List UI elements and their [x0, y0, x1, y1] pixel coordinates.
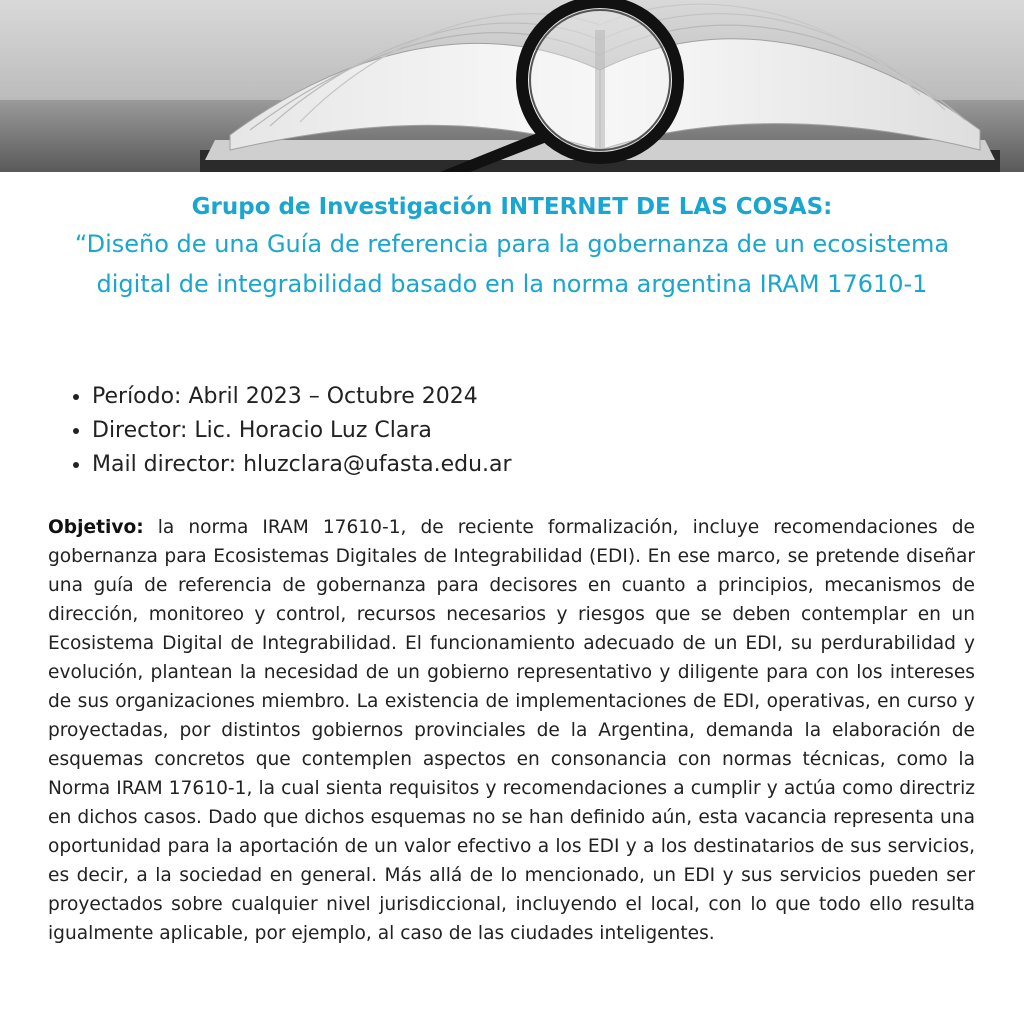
objective-text: la norma IRAM 17610-1, de reciente formalización, incluye recomendaciones de gobernanza para Ecosistemas Digitales de Integrabilidad (EDI). En ese marco, se pretende diseñar una guía de referencia de gobernanza para decisores en cuanto a principios, mecanismos de dirección, monitoreo y control, recursos necesarios y riesgos que se deben contemplar en un Ecosistema Digital de Integrabilidad. El funcionamiento adecuado de un EDI, su perdurabilidad y evolución, plantean la necesidad de un gobierno representativo y diligente para con los intereses de sus organizaciones miembro. La existencia de implementaciones de EDI, operativas, en curso y proyectadas, por distintos gobiernos provinciales de la Argentina, demanda la elaboración de esquemas concretos que contemplen aspectos en consonancia con normas técnicas, como la Norma IRAM 17610-1, la cual sienta requisitos y recomendaciones a cumplir y actúa como directriz en dichos casos. Dado que dichos esquemas no se han definido aún, esta vacancia representa una oportunidad para la aportación de un valor efectivo a los EDI y a los destinatarios de sus servicios, es decir, a la sociedad en general. Más allá de lo mencionado, un EDI y sus servicios pueden ser proyectados sobre cualquier nivel jurisdiccional, incluyendo el local, con lo que todo ello resulta igualmente aplicable, por ejemplo, al caso de las ciudades inteligentes.: [48, 517, 975, 944]
page-title: Grupo de Investigación INTERNET DE LAS COSAS:: [191, 194, 833, 220]
hero-photo: [0, 0, 1024, 172]
objective-paragraph: [48, 513, 975, 948]
header: [40, 190, 984, 304]
list-item-mail: • Mail director: hluzclara@ufasta.edu.ar: [92, 448, 512, 482]
list-item-period: • Período: Abril 2023 – Octubre 2024: [92, 380, 512, 414]
list-item-director: • Director: Lic. Horacio Luz Clara: [92, 414, 512, 448]
objective-label: Objetivo:: [48, 517, 144, 538]
project-subtitle: “Diseño de una Guía de referencia para la gobernanza de un ecosistema digital de integrabilidad basado en la norma argentina IRAM 17610-1: [74, 230, 950, 298]
book-magnifier-image: [0, 0, 1024, 172]
project-details-list: [58, 380, 512, 482]
